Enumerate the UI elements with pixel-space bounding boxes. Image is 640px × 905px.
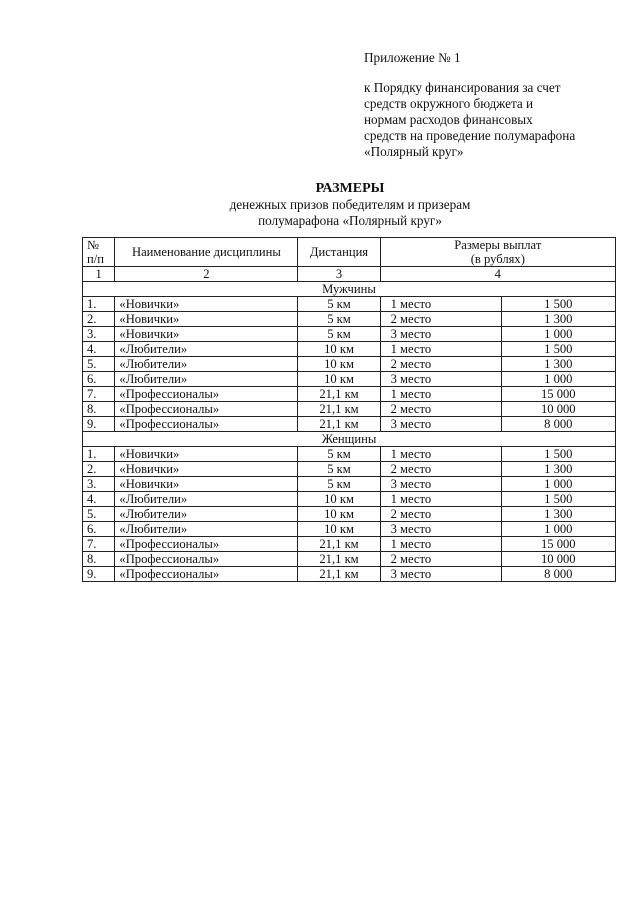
table-row — [83, 567, 616, 582]
table-row — [83, 342, 616, 357]
document-heading — [0, 180, 640, 229]
distance: 10 км — [298, 372, 380, 387]
prize-amount: 10 000 — [501, 402, 615, 417]
distance: 5 км — [298, 327, 380, 342]
table-header-row — [83, 238, 616, 267]
distance: 5 км — [298, 462, 380, 477]
discipline-name: «Профессионалы» — [115, 552, 298, 567]
distance: 5 км — [298, 297, 380, 312]
distance: 10 км — [298, 357, 380, 372]
discipline-name: «Новички» — [115, 477, 298, 492]
document-subtitle: денежных призов победителям и призерам — [229, 197, 471, 212]
discipline-name: «Новички» — [115, 447, 298, 462]
prize-amount: 1 300 — [501, 312, 615, 327]
header-payments-line: Размеры выплат — [454, 238, 542, 252]
prize-amount: 1 000 — [501, 522, 615, 537]
header-payments — [380, 238, 615, 267]
table-row — [83, 387, 616, 402]
header-distance: Дистанция — [298, 238, 380, 267]
document-title: РАЗМЕРЫ — [315, 181, 385, 196]
table-row — [83, 402, 616, 417]
column-number: 4 — [380, 267, 615, 282]
row-number: 2. — [83, 312, 115, 327]
column-number-row — [83, 267, 616, 282]
table-row — [83, 297, 616, 312]
prize-amount: 1 300 — [501, 462, 615, 477]
table-row — [83, 492, 616, 507]
table-row — [83, 447, 616, 462]
prize-amount: 8 000 — [501, 417, 615, 432]
header-discipline: Наименование дисциплины — [115, 238, 298, 267]
distance: 21,1 км — [298, 537, 380, 552]
place: 3 место — [380, 477, 501, 492]
prize-amount: 1 500 — [501, 492, 615, 507]
discipline-name: «Любители» — [115, 342, 298, 357]
column-number: 3 — [298, 267, 380, 282]
row-number: 6. — [83, 372, 115, 387]
row-number: 9. — [83, 417, 115, 432]
place: 1 место — [380, 387, 501, 402]
row-number: 4. — [83, 342, 115, 357]
appendix-block — [364, 50, 624, 160]
row-number: 1. — [83, 297, 115, 312]
distance: 5 км — [298, 477, 380, 492]
place: 3 место — [380, 372, 501, 387]
table-row — [83, 357, 616, 372]
discipline-name: «Любители» — [115, 492, 298, 507]
row-number: 7. — [83, 387, 115, 402]
discipline-name: «Любители» — [115, 522, 298, 537]
header-num: № п/п — [83, 238, 115, 267]
table-row — [83, 417, 616, 432]
row-number: 5. — [83, 507, 115, 522]
distance: 10 км — [298, 492, 380, 507]
prize-amount: 15 000 — [501, 387, 615, 402]
prize-amount: 10 000 — [501, 552, 615, 567]
row-number: 3. — [83, 477, 115, 492]
discipline-name: «Профессионалы» — [115, 537, 298, 552]
row-number: 9. — [83, 567, 115, 582]
place: 2 место — [380, 462, 501, 477]
section-label: Мужчины — [83, 282, 616, 297]
distance: 21,1 км — [298, 417, 380, 432]
table-row — [83, 552, 616, 567]
table-row — [83, 462, 616, 477]
prize-amount: 15 000 — [501, 537, 615, 552]
place: 3 место — [380, 522, 501, 537]
distance: 10 км — [298, 522, 380, 537]
row-number: 8. — [83, 552, 115, 567]
table-row — [83, 372, 616, 387]
row-number: 6. — [83, 522, 115, 537]
prize-amount: 8 000 — [501, 567, 615, 582]
place: 3 место — [380, 327, 501, 342]
prize-amount: 1 000 — [501, 372, 615, 387]
section-row — [83, 432, 616, 447]
discipline-name: «Профессионалы» — [115, 417, 298, 432]
discipline-name: «Профессионалы» — [115, 567, 298, 582]
discipline-name: «Профессионалы» — [115, 387, 298, 402]
place: 1 место — [380, 492, 501, 507]
discipline-name: «Новички» — [115, 297, 298, 312]
distance: 5 км — [298, 447, 380, 462]
appendix-line: к Порядку финансирования за счет — [364, 80, 561, 95]
appendix-line: нормам расходов финансовых — [364, 112, 533, 127]
discipline-name: «Новички» — [115, 327, 298, 342]
prize-amount: 1 300 — [501, 507, 615, 522]
prize-amount: 1 300 — [501, 357, 615, 372]
table-row — [83, 312, 616, 327]
discipline-name: «Любители» — [115, 372, 298, 387]
discipline-name: «Новички» — [115, 312, 298, 327]
table-row — [83, 477, 616, 492]
appendix-number: Приложение № 1 — [364, 50, 461, 65]
place: 2 место — [380, 357, 501, 372]
distance: 21,1 км — [298, 387, 380, 402]
discipline-name: «Новички» — [115, 462, 298, 477]
prize-amount: 1 000 — [501, 327, 615, 342]
table-row — [83, 507, 616, 522]
place: 1 место — [380, 447, 501, 462]
section-row — [83, 282, 616, 297]
column-number: 2 — [115, 267, 298, 282]
discipline-name: «Любители» — [115, 507, 298, 522]
place: 2 место — [380, 402, 501, 417]
place: 2 место — [380, 552, 501, 567]
prize-amount: 1 500 — [501, 297, 615, 312]
section-label: Женщины — [83, 432, 616, 447]
document-subtitle: полумарафона «Полярный круг» — [258, 213, 442, 228]
row-number: 2. — [83, 462, 115, 477]
distance: 21,1 км — [298, 402, 380, 417]
prize-amount: 1 000 — [501, 477, 615, 492]
place: 2 место — [380, 507, 501, 522]
place: 1 место — [380, 297, 501, 312]
row-number: 7. — [83, 537, 115, 552]
place: 3 место — [380, 417, 501, 432]
place: 2 место — [380, 312, 501, 327]
row-number: 3. — [83, 327, 115, 342]
distance: 5 км — [298, 312, 380, 327]
appendix-line: «Полярный круг» — [364, 144, 464, 159]
row-number: 4. — [83, 492, 115, 507]
place: 1 место — [380, 537, 501, 552]
appendix-line: средств окружного бюджета и — [364, 96, 534, 111]
discipline-name: «Любители» — [115, 357, 298, 372]
appendix-line: средств на проведение полумарафона — [364, 128, 576, 143]
prize-amount: 1 500 — [501, 342, 615, 357]
header-payments-line: (в рублях) — [470, 252, 525, 266]
prizes-table — [82, 237, 616, 582]
place: 1 место — [380, 342, 501, 357]
table-row — [83, 522, 616, 537]
table-row — [83, 537, 616, 552]
place: 3 место — [380, 567, 501, 582]
table-row — [83, 327, 616, 342]
distance: 10 км — [298, 507, 380, 522]
row-number: 8. — [83, 402, 115, 417]
discipline-name: «Профессионалы» — [115, 402, 298, 417]
distance: 10 км — [298, 342, 380, 357]
row-number: 1. — [83, 447, 115, 462]
prize-amount: 1 500 — [501, 447, 615, 462]
distance: 21,1 км — [298, 552, 380, 567]
distance: 21,1 км — [298, 567, 380, 582]
row-number: 5. — [83, 357, 115, 372]
column-number: 1 — [83, 267, 115, 282]
